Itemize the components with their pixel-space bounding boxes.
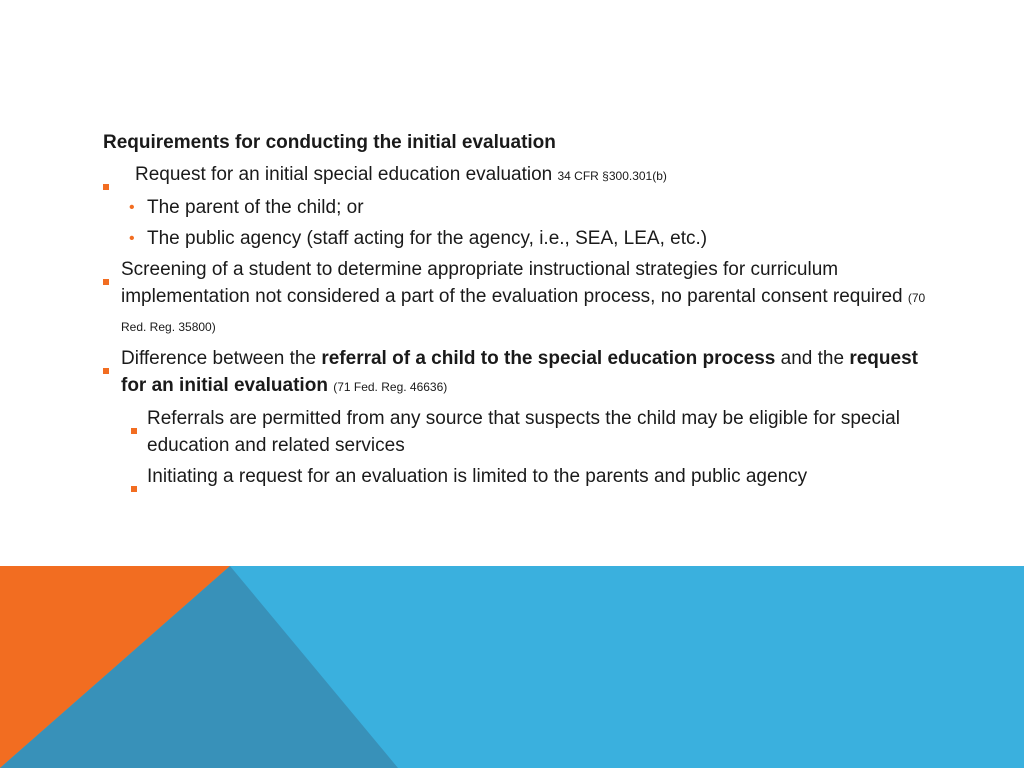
bold-phrase-referral: referral of a child to the special education process [321,348,776,369]
bullet-text: The parent of the child; or [147,197,364,218]
square-bullet-icon [131,473,137,500]
bullet-text: Screening of a student to determine appropriate instructional strategies for curriculum implementation not considered a part of the evaluation process, no parental consent required [121,259,903,307]
dot-bullet-icon: • [129,199,135,216]
bullet-text: Referrals are permitted from any source that suspects the child may be eligible for special education and related services [147,408,900,456]
sub-bullet-item-agency [103,225,933,252]
sub-bullet-item-initiating [103,463,933,490]
sub-bullet-item-parent [103,194,933,221]
footer-decoration [0,566,1024,768]
bullet-text: Initiating a request for an evaluation is limited to the parents and public agency [147,466,808,487]
footer-shapes [0,566,1024,768]
bullet-text: The public agency (staff acting for the agency, i.e., SEA, LEA, etc.) [147,228,708,249]
citation: 34 CFR §300.301(b) [557,169,667,183]
bullet-text-before: Difference between the [121,348,317,369]
square-bullet-icon [103,355,109,382]
bullet-text-middle: and the [780,348,845,369]
bullet-item-difference [103,345,933,401]
citation: (71 Fed. Reg. 46636) [333,380,448,394]
slide-heading: Requirements for conducting the initial evaluation [103,132,556,153]
bold-phrase-request: request for an initial evaluation [121,348,918,396]
citation: (70 Red. Reg. 35800) [121,291,926,334]
bullet-item-screening [103,256,933,341]
sub-bullet-item-referrals [103,405,933,459]
slide-body [103,129,933,494]
bullet-text: Request for an initial special education evaluation [135,164,553,185]
square-bullet-icon [103,266,109,293]
square-bullet-icon [131,415,137,442]
dot-bullet-icon: • [129,230,135,247]
bullet-item-request [103,161,933,190]
